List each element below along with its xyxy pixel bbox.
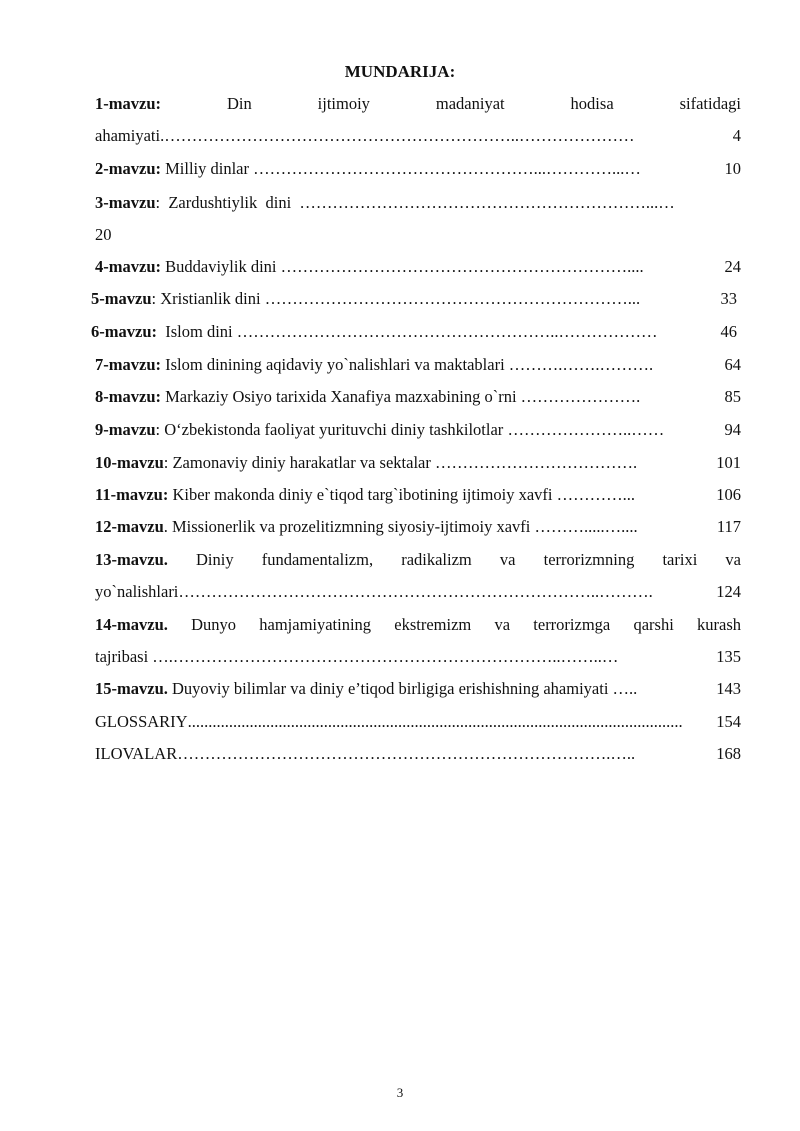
toc-entry-title: : Zamonaviy diniy harakatlar va sektalar [163, 453, 435, 472]
toc-entry-3[interactable] [95, 192, 741, 214]
toc-page-number: 106 [716, 485, 741, 504]
toc-entry-label: 7-mavzu: [95, 355, 161, 374]
toc-leader: ……………………………………………………….... [280, 257, 644, 276]
toc-entry-1-line1 [95, 93, 741, 115]
toc-entry-label: 2-mavzu: [95, 159, 161, 178]
toc-entry-7[interactable] [95, 354, 741, 376]
toc-entry-title-cont: tajribasi [95, 647, 153, 666]
toc-entry-8[interactable] [95, 386, 741, 408]
toc-page-number: 117 [716, 517, 741, 536]
toc-entry-title: : Zardushtiylik dini [155, 193, 300, 212]
toc-entry-title: Kiber makonda diniy e`tiqod targ`ibotining ijtimoiy xavfi [168, 485, 557, 504]
toc-leader: …………………………………………………..……………… [236, 322, 658, 341]
toc-entry-title: Din ijtimoiy madaniyat hodisa sifatidagi [226, 94, 741, 113]
toc-entry-14-line1 [95, 614, 741, 636]
toc-entry-15[interactable] [95, 678, 741, 700]
toc-page-number: 46 [720, 322, 737, 341]
toc-entry-title-cont: yo`nalishlari [95, 582, 179, 601]
toc-entry-title: Buddaviylik dini [160, 257, 281, 276]
toc-entry-title: ILOVALAR [95, 744, 178, 763]
toc-entry-title: : O‘zbekistonda faoliyat yurituvchi diniy tashkilotlar [155, 420, 508, 439]
toc-leader: ……….…….………. [508, 355, 654, 374]
toc-leader: …………………..…… [507, 420, 665, 439]
toc-page-number: 85 [724, 387, 741, 406]
toc-entry-label: 11-mavzu: [95, 485, 169, 504]
toc-entry-12[interactable] [95, 516, 741, 538]
toc-entry-title-cont: ahamiyati [95, 126, 161, 145]
toc-leader: ........................................................................................................................ [187, 712, 683, 731]
toc-entry-3-page-line [95, 224, 741, 246]
toc-leader: …………………. [520, 387, 641, 406]
toc-entry-label: 1-mavzu: [95, 94, 161, 113]
toc-entry-title: Markaziy Osiyo tarixida Xanafiya mazxabining o`rni [160, 387, 521, 406]
toc-leader: ….. [612, 679, 638, 698]
toc-leader: …………………………………………………………………..………. [178, 582, 653, 601]
toc-entry-glossary[interactable] [95, 711, 741, 733]
toc-entry-13-line1 [95, 549, 741, 571]
toc-leader: ….……………………………………………………………..……..… [152, 647, 619, 666]
page-title: MUNDARIJA: [344, 62, 456, 81]
toc-page-number: 4 [732, 126, 741, 145]
toc-page-number: 33 [720, 289, 737, 308]
toc-page-number: 124 [716, 582, 741, 601]
toc-entry-title: Milliy dinlar [160, 159, 254, 178]
toc-entry-title: GLOSSARIY [95, 712, 188, 731]
toc-entry-5[interactable] [91, 288, 737, 310]
toc-leader: …………………………………………………………………….….. [177, 744, 636, 763]
toc-page-number: 94 [724, 420, 741, 439]
toc-page-number: 101 [716, 453, 741, 472]
toc-entry-label: 10-mavzu [95, 453, 164, 472]
toc-entry-13-line2[interactable] [95, 581, 741, 603]
toc-entry-11[interactable] [95, 484, 741, 506]
toc-page-number: 64 [724, 355, 741, 374]
toc-page-number: 10 [724, 159, 741, 178]
toc-entry-label: 4-mavzu: [95, 257, 161, 276]
toc-entry-label: 14-mavzu. [95, 615, 168, 634]
toc-page-number: 135 [716, 647, 741, 666]
toc-page-number: 143 [716, 679, 741, 698]
toc-entry-label: 3-mavzu [95, 193, 156, 212]
toc-entry-title: Islom dini [156, 322, 237, 341]
toc-leader: ………………………………………………………...… [299, 193, 675, 212]
toc-entry-4[interactable] [95, 256, 741, 278]
toc-leader: …………... [556, 485, 636, 504]
toc-leader: ……………………………………………...…………...… [253, 159, 641, 178]
toc-page-number: 154 [716, 712, 741, 731]
toc-entry-label: 12-mavzu [95, 517, 164, 536]
toc-entry-title: Diniy fundamentalizm, radikalizm va terrorizmning tarixi va [196, 550, 741, 569]
toc-entry-title: Dunyo hamjamiyatining ekstremizm va terrorizmga qarshi kurash [191, 615, 741, 634]
toc-entry-title: Duyoviy bilimlar va diniy e’tiqod birligiga erishishning ahamiyati [167, 679, 613, 698]
toc-entry-1-line2[interactable] [95, 125, 741, 147]
page-number: 3 [396, 1085, 404, 1100]
toc-entry-9[interactable] [95, 419, 741, 441]
toc-entry-6[interactable] [91, 321, 737, 343]
toc-page-number: 20 [95, 225, 112, 244]
toc-leader: ……….....….... [534, 517, 638, 536]
toc-leader: ………………………………. [434, 453, 638, 472]
toc-entry-appendices[interactable] [95, 743, 741, 765]
toc-entry-label: 5-mavzu [91, 289, 152, 308]
toc-entry-label: 13-mavzu. [95, 550, 168, 569]
toc-entry-label: 6-mavzu: [91, 322, 157, 341]
toc-entry-2[interactable] [95, 158, 741, 180]
toc-page-number: 24 [724, 257, 741, 276]
toc-entry-10[interactable] [95, 452, 741, 474]
toc-entry-title: . Missionerlik va prozelitizmning siyosiy-ijtimoiy xavfi [163, 517, 535, 536]
toc-entry-title: : Xristianlik dini [151, 289, 265, 308]
toc-entry-label: 8-mavzu: [95, 387, 161, 406]
toc-leader: …………………………………………………………... [264, 289, 641, 308]
toc-entry-14-line2[interactable] [95, 646, 741, 668]
toc-entry-title: Islom dinining aqidaviy yo`nalishlari va maktablari [160, 355, 509, 374]
toc-entry-label: 9-mavzu [95, 420, 156, 439]
toc-entry-label: 15-mavzu. [95, 679, 168, 698]
toc-leader: .………………………………………………………..………………… [160, 126, 635, 145]
toc-page-number: 168 [716, 744, 741, 763]
